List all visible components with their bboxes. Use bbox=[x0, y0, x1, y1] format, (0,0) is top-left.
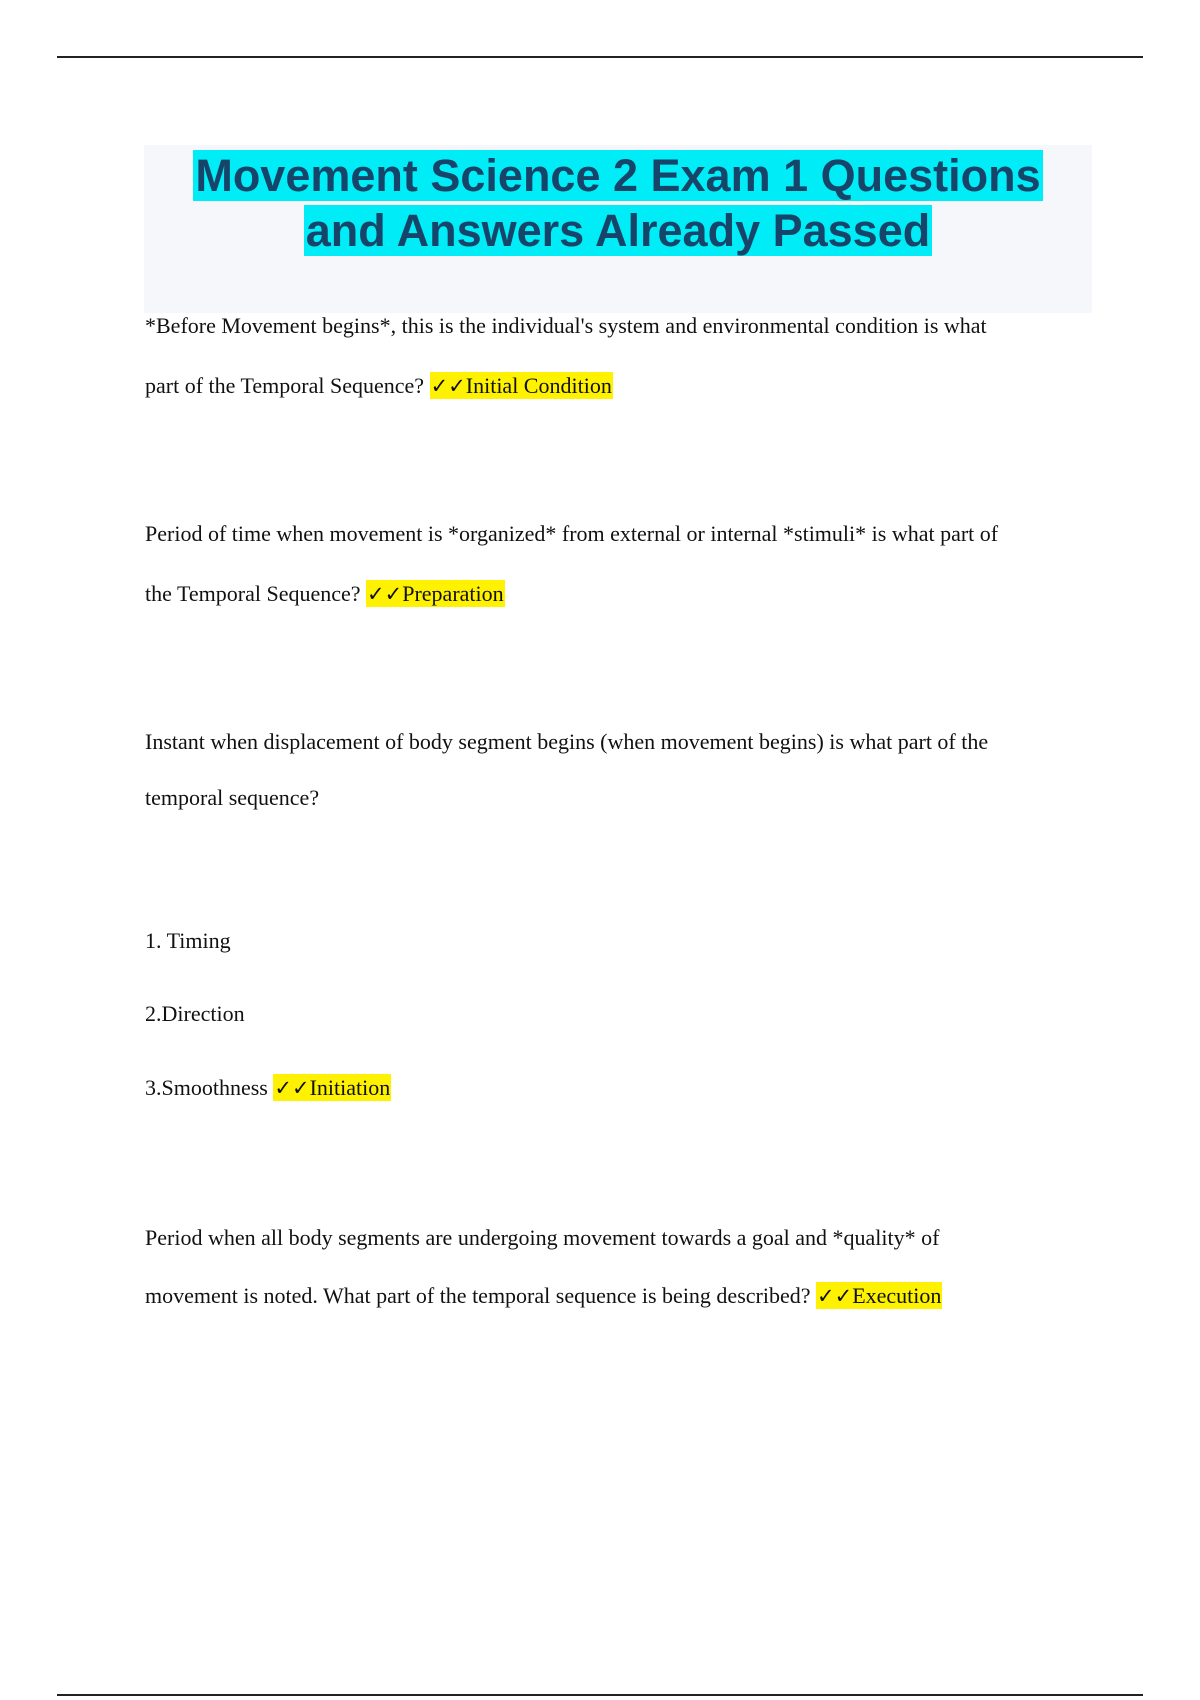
double-check-icon: ✓✓ bbox=[430, 374, 466, 398]
answer-1-text: Initial Condition bbox=[465, 373, 612, 398]
answer-3 bbox=[273, 1074, 391, 1101]
question-1-text-end: part of the Temporal Sequence? bbox=[145, 373, 425, 398]
list-item-timing: 1. Timing bbox=[145, 928, 231, 953]
top-rule bbox=[57, 56, 1143, 58]
list-item-smoothness: 3.Smoothness bbox=[145, 1075, 268, 1100]
question-3-line-1: Instant when displacement of body segment begins (when movement begins) is what part of the bbox=[145, 729, 989, 754]
answer-2 bbox=[366, 580, 505, 607]
question-4-line-2 bbox=[145, 1281, 942, 1311]
answer-4 bbox=[816, 1282, 942, 1309]
title-block bbox=[144, 145, 1092, 313]
bottom-rule bbox=[57, 1694, 1143, 1696]
question-4-line-1: Period when all body segments are undergoing movement towards a goal and *quality* of bbox=[145, 1225, 940, 1250]
question-3-line-2: temporal sequence? bbox=[145, 785, 320, 810]
document-title-line-1: Movement Science 2 Exam 1 Questions bbox=[195, 150, 1041, 201]
document-title-line-2: and Answers Already Passed bbox=[305, 205, 931, 256]
double-check-icon: ✓✓ bbox=[367, 582, 403, 606]
question-2-line-1: Period of time when movement is *organized* from external or internal *stimuli* is what part of bbox=[145, 521, 999, 546]
question-2-line-2 bbox=[145, 579, 505, 609]
question-1-line-2 bbox=[145, 371, 613, 401]
double-check-icon: ✓✓ bbox=[817, 1284, 853, 1308]
question-1-line-1: *Before Movement begins*, this is the individual's system and environmental condition is what bbox=[145, 313, 987, 338]
question-4-text-end: movement is noted. What part of the temporal sequence is being described? bbox=[145, 1283, 811, 1308]
list-item-direction: 2.Direction bbox=[145, 1001, 245, 1026]
question-2-text-end: the Temporal Sequence? bbox=[145, 581, 361, 606]
answer-2-text: Preparation bbox=[402, 581, 504, 606]
answer-4-text: Execution bbox=[852, 1283, 942, 1308]
double-check-icon: ✓✓ bbox=[274, 1076, 310, 1100]
answer-3-text: Initiation bbox=[309, 1075, 391, 1100]
list-item-smoothness-line bbox=[145, 1073, 391, 1103]
answer-1 bbox=[430, 372, 613, 399]
